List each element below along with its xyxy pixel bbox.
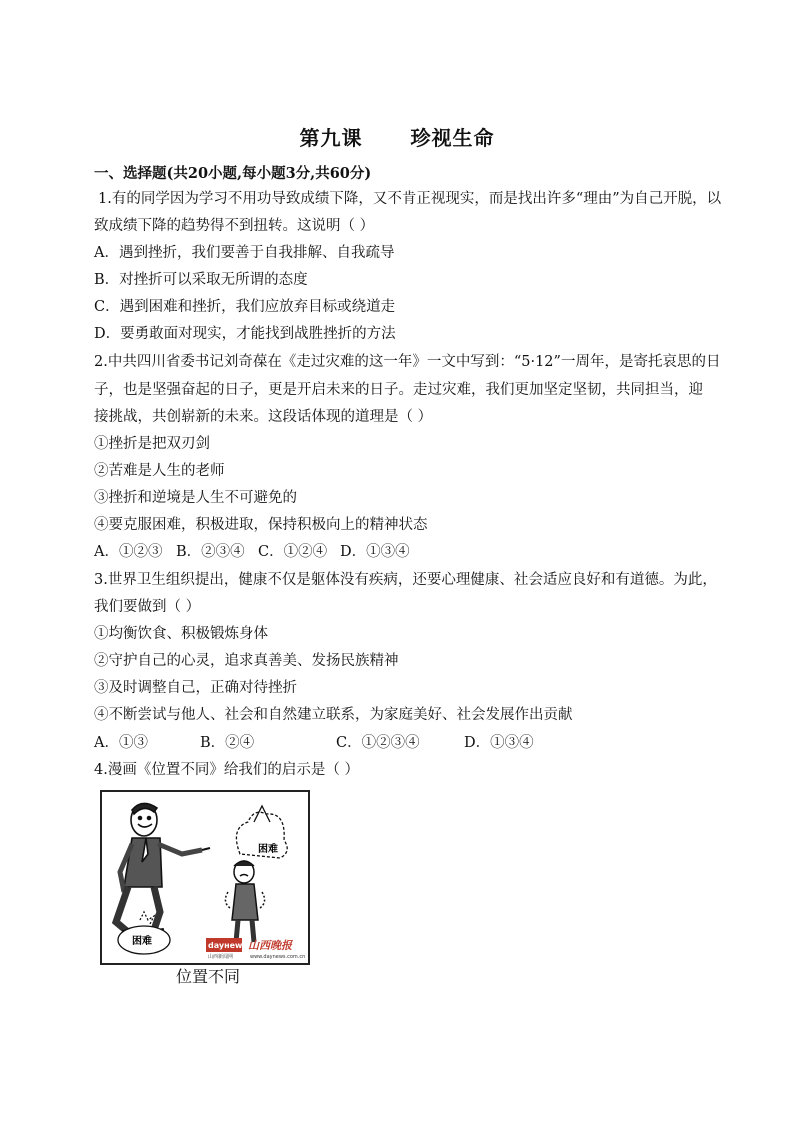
- q2-choice-a: A．①②③: [94, 544, 163, 560]
- logo-text: dayнews: [208, 941, 248, 950]
- q2-choices: [94, 542, 410, 562]
- cartoon-image: [100, 790, 310, 965]
- page-title: [0, 122, 794, 151]
- q3-choice-c: C．①②③④: [336, 735, 420, 751]
- q2-choice-b: B．②③④: [176, 544, 245, 560]
- q1-option-d: D．要勇敢面对现实，才能找到战胜挫折的方法: [94, 326, 396, 342]
- q1-option-c: C．遇到困难和挫折，我们应放弃目标或绕道走: [94, 299, 396, 315]
- q2-choice-c: C．①②④: [258, 544, 328, 560]
- q3-stem-line2: 我们要做到（ ）: [94, 599, 201, 615]
- cartoon-illustration: [102, 792, 308, 963]
- q3-choice-a: A．①③: [94, 735, 148, 751]
- q1-stem-line1: 1.有的同学因为学习不用功导致成绩下降，又不肯正视现实，而是找出许多“理由”为自己开脱，以: [98, 191, 722, 207]
- q2-stem-line1: 2.中共四川省委书记刘奇葆在《走过灾难的这一年》一文中写到：“5·12”一周年，是寄托哀思的日: [94, 354, 721, 370]
- q2-choice-d: D．①③④: [340, 544, 410, 560]
- q2-stem-line3: 接挑战，共创崭新的未来。这段话体现的道理是（ ）: [94, 409, 433, 425]
- section-header: 一、选择题(共20小题,每小题3分,共60分): [94, 165, 372, 182]
- small-bag-label: 困难: [132, 936, 152, 947]
- q2-item-3: ③挫折和逆境是人生不可避免的: [94, 490, 297, 506]
- q1-option-a: A．遇到挫折，我们要善于自我排解、自我疏导: [94, 245, 395, 261]
- standing-man-figure: [116, 803, 210, 932]
- q3-item-3: ③及时调整自己，正确对待挫折: [94, 680, 297, 696]
- logo-paper-name: 山西晚报: [248, 939, 292, 952]
- burdened-man-figure: [225, 861, 264, 942]
- q2-item-2: ②苦难是人生的老师: [94, 463, 225, 479]
- q3-item-4: ④不断尝试与他人、社会和自然建立联系，为家庭美好、社会发展作出贡献: [94, 707, 573, 723]
- q2-item-1: ①挫折是把双刃剑: [94, 436, 210, 452]
- q3-choice-d: D．①③④: [464, 735, 534, 751]
- q2-item-4: ④要克服困难，积极进取，保持积极向上的精神状态: [94, 517, 428, 533]
- cartoon-caption: 位置不同: [176, 967, 241, 986]
- q3-item-2: ②守护自己的心灵，追求真善美、发扬民族精神: [94, 653, 399, 669]
- logo-subtext: 山西新闻网: [208, 954, 234, 960]
- q3-item-1: ①均衡饮食、积极锻炼身体: [94, 626, 268, 642]
- large-bag-label: 困难: [258, 844, 278, 855]
- lesson-topic: 珍视生命: [410, 126, 495, 150]
- q3-choice-b: B．②④: [200, 735, 255, 751]
- q1-stem-line2: 致成绩下降的趋势得不到扭转。这说明（ ）: [94, 218, 375, 234]
- logo-url: www.daynews.com.cn: [250, 954, 306, 960]
- q3-choices: [94, 733, 534, 753]
- q3-stem-line1: 3.世界卫生组织提出，健康不仅是躯体没有疾病，还要心理健康、社会适应良好和有道德。为此，: [94, 572, 717, 588]
- q1-option-b: B．对挫折可以采取无所谓的态度: [94, 272, 308, 288]
- newspaper-logo: [206, 938, 305, 960]
- q4-stem-line1: 4.漫画《位置不同》给我们的启示是（ ）: [94, 762, 359, 778]
- lesson-number: 第九课: [299, 126, 363, 150]
- q2-stem-line2: 子，也是坚强奋起的日子，更是开启未来的日子。走过灾难，我们更加坚定坚韧，共同担当，迎: [94, 382, 703, 398]
- small-bag-icon: [118, 912, 170, 954]
